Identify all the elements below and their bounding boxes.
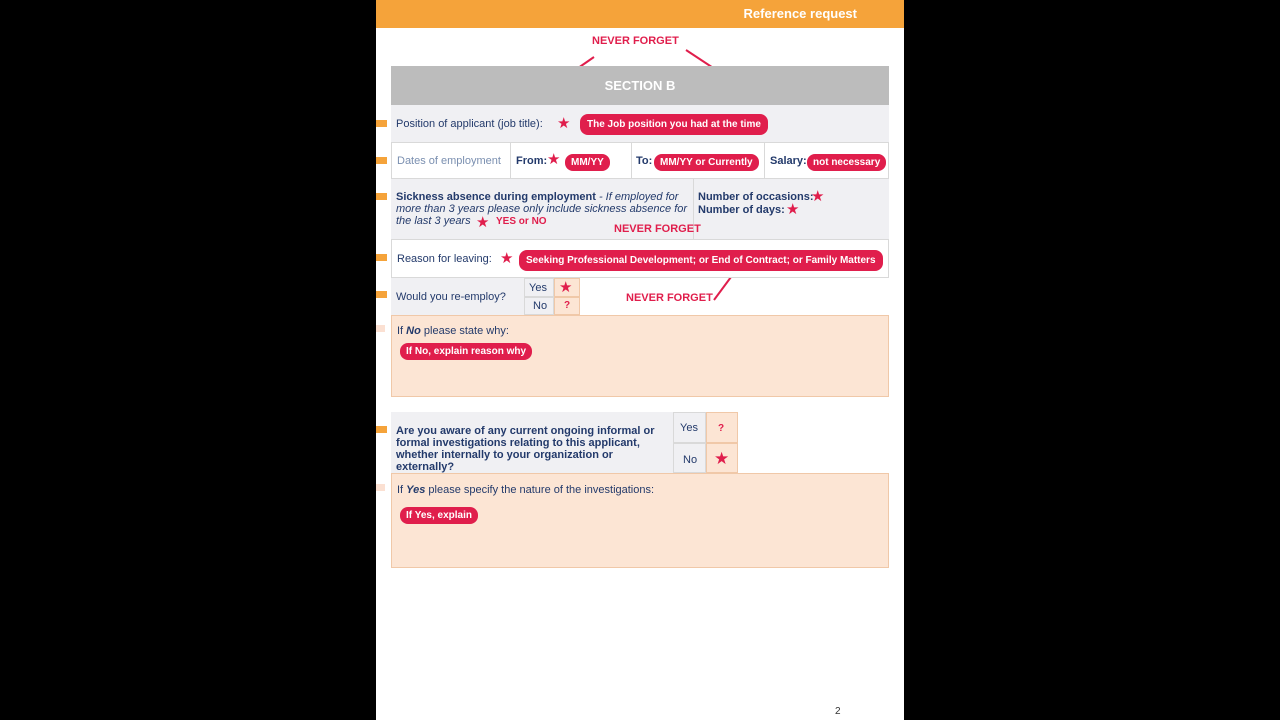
row-marker	[376, 254, 387, 261]
required-star-icon: ★	[547, 151, 561, 168]
row-marker	[376, 120, 387, 127]
sickness-note: - If employed for	[595, 191, 679, 203]
specify-hint: If Yes, explain	[400, 507, 478, 524]
sickness-note: more than 3 years please only include sickness absence for	[396, 203, 688, 215]
specify-label: If Yes please specify the nature of the investigations:	[397, 484, 655, 496]
header-title: Reference request	[743, 6, 857, 21]
position-row	[391, 105, 889, 143]
investigations-yes-label: Yes	[680, 422, 698, 434]
never-forget-callout: NEVER FORGET	[592, 35, 679, 47]
required-star-icon: ★	[786, 201, 800, 218]
row-marker	[376, 325, 385, 332]
investigations-question: formal investigations relating to this applicant,	[396, 437, 640, 449]
employment-label: Dates of employment	[397, 155, 501, 167]
row-marker	[376, 193, 387, 200]
uncertain-mark: ?	[718, 423, 725, 434]
reemploy-no-label: No	[533, 300, 548, 312]
reemploy-why-panel[interactable]	[391, 315, 889, 397]
from-label: From:	[516, 155, 548, 167]
reemploy-row	[391, 278, 524, 315]
reemploy-no-cell	[524, 297, 554, 315]
investigations-no-label: No	[683, 454, 698, 466]
salary-label: Salary:	[770, 155, 807, 167]
investigations-row	[391, 412, 673, 473]
position-label: Position of applicant (job title):	[396, 118, 543, 130]
reemploy-label: Would you re-employ?	[396, 291, 506, 303]
sickness-hint: YES or NO	[496, 216, 547, 227]
sickness-note: the last 3 years	[396, 215, 471, 227]
required-star-icon: ★	[811, 188, 825, 205]
required-star-icon: ★	[557, 115, 571, 132]
never-forget-callout: NEVER FORGET	[626, 292, 713, 304]
page-number: 2	[835, 706, 841, 717]
to-hint: MM/YY or Currently	[654, 154, 759, 171]
employment-row	[391, 143, 889, 179]
position-hint: The Job position you had at the time	[580, 114, 768, 135]
salary-hint: not necessary	[807, 154, 886, 171]
why-label: If No please state why:	[397, 325, 509, 337]
from-hint: MM/YY	[565, 154, 610, 171]
investigations-yes-checkbox[interactable]	[706, 412, 738, 443]
reemploy-no-checkbox[interactable]	[554, 297, 580, 315]
row-marker	[376, 426, 387, 433]
investigations-yes-cell	[673, 412, 706, 443]
occasions-label: Number of occasions:	[698, 191, 814, 203]
days-label: Number of days:	[698, 204, 785, 216]
row-marker	[376, 157, 387, 164]
investigations-question: whether internally to your organization or externally?	[396, 449, 613, 473]
reemploy-yes-label: Yes	[529, 282, 547, 294]
investigations-question: Are you aware of any current ongoing informal or	[396, 425, 655, 437]
never-forget-callout: NEVER FORGET	[614, 223, 701, 235]
row-marker	[376, 291, 387, 298]
section-title: SECTION B	[391, 66, 889, 105]
row-marker	[376, 484, 385, 491]
reemploy-yes-checkbox[interactable]	[554, 278, 580, 297]
required-star-icon: ★	[476, 214, 490, 231]
selected-star-icon: ★	[714, 449, 730, 468]
to-label: To:	[636, 155, 653, 167]
selected-star-icon: ★	[559, 279, 573, 296]
why-hint: If No, explain reason why	[400, 343, 532, 360]
document-page	[376, 0, 904, 720]
leaving-label: Reason for leaving:	[397, 253, 492, 265]
required-star-icon: ★	[500, 250, 514, 267]
leaving-hint: Seeking Professional Development; or End of Contract; or Family Matters	[519, 250, 883, 271]
investigations-no-cell	[673, 443, 706, 473]
investigations-no-checkbox[interactable]	[706, 443, 738, 473]
sickness-label: Sickness absence during employment	[396, 191, 596, 203]
uncertain-mark: ?	[564, 300, 571, 311]
investigations-detail-panel[interactable]	[391, 473, 889, 568]
reemploy-yes-cell	[524, 278, 554, 297]
leaving-row	[391, 240, 889, 278]
